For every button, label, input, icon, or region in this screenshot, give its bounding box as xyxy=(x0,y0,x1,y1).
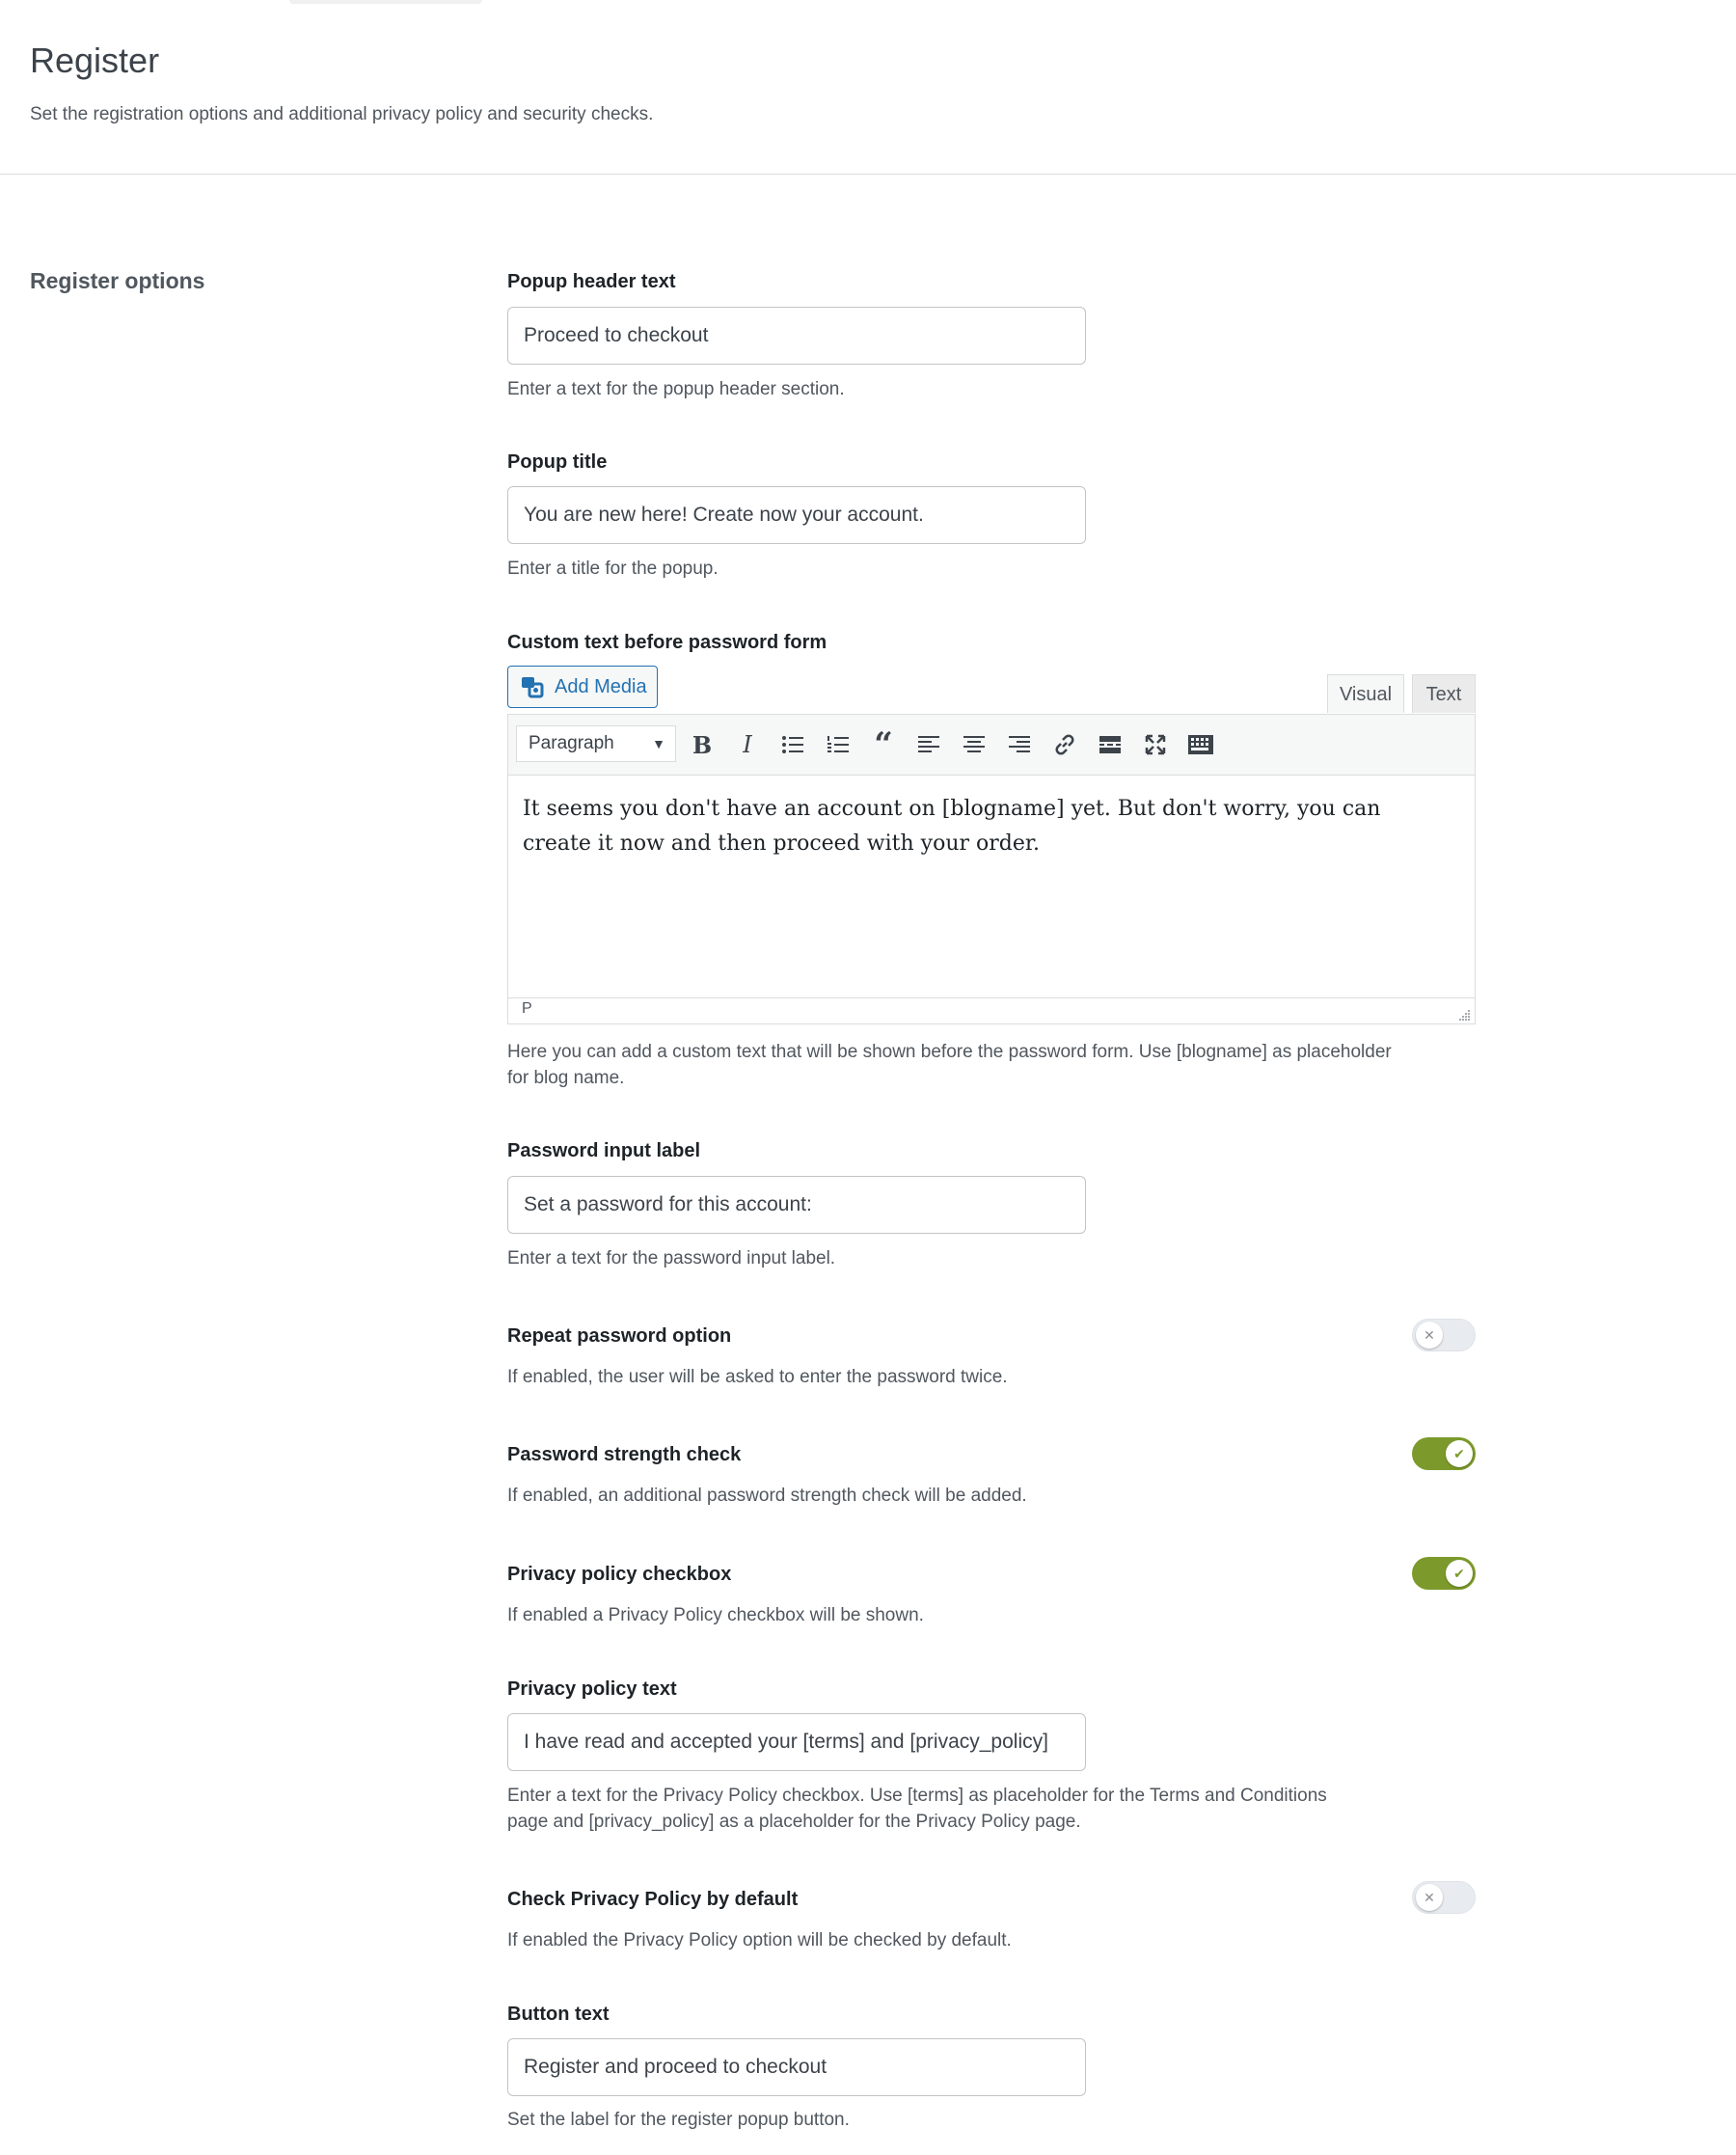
rich-text-editor xyxy=(507,714,1476,1024)
check-icon: ✔ xyxy=(1446,1560,1473,1587)
bold-icon[interactable]: B xyxy=(692,730,713,759)
format-select-value: Paragraph xyxy=(529,733,614,753)
link-icon[interactable] xyxy=(1048,728,1081,761)
check-icon: ✔ xyxy=(1446,1440,1473,1467)
privacy-text-input[interactable]: I have read and accepted your [terms] and [privacy_policy] xyxy=(507,1713,1086,1771)
button-text-input[interactable]: Register and proceed to checkout xyxy=(507,2038,1086,2096)
element-path: P xyxy=(522,1000,532,1017)
repeat-password-label: Repeat password option xyxy=(507,1325,732,1347)
password-label-description: Enter a text for the password input label. xyxy=(507,1248,836,1268)
privacy-checkbox-toggle[interactable] xyxy=(1412,1557,1476,1590)
popup-title-input[interactable]: You are new here! Create now your account. xyxy=(507,486,1086,544)
numbered-list-icon[interactable] xyxy=(822,728,854,761)
format-select[interactable] xyxy=(516,725,676,762)
strength-check-description: If enabled, an additional password strength check will be added. xyxy=(507,1486,1027,1506)
password-label-label: Password input label xyxy=(507,1140,701,1161)
tab-text[interactable]: Text xyxy=(1412,674,1476,713)
blockquote-icon[interactable]: “ xyxy=(874,725,893,764)
bullet-list-icon[interactable] xyxy=(776,728,809,761)
repeat-password-description: If enabled, the user will be asked to enter the password twice. xyxy=(507,1367,1008,1387)
fullscreen-icon[interactable] xyxy=(1139,728,1172,761)
editor-toolbar xyxy=(508,715,1475,776)
add-media-button[interactable] xyxy=(507,666,658,708)
add-media-label: Add Media xyxy=(555,675,647,697)
privacy-default-toggle[interactable] xyxy=(1412,1881,1476,1914)
toolbar-toggle-icon[interactable] xyxy=(1184,728,1217,761)
close-icon: ✕ xyxy=(1416,1884,1443,1911)
divider xyxy=(0,174,1736,175)
button-text-label: Button text xyxy=(507,2004,610,2025)
top-edge xyxy=(289,0,482,4)
editor-statusbar xyxy=(508,997,1475,1023)
read-more-icon[interactable] xyxy=(1094,728,1126,761)
privacy-text-description: Enter a text for the Privacy Policy checkbox. Use [terms] as placeholder for the Terms and Conditions page and [privacy_policy] as a placeholder for the Privacy Policy page. xyxy=(507,1786,1327,1832)
privacy-text-label: Privacy policy text xyxy=(507,1678,677,1700)
popup-title-label: Popup title xyxy=(507,451,608,473)
align-left-icon[interactable] xyxy=(912,728,945,761)
privacy-checkbox-label: Privacy policy checkbox xyxy=(507,1564,732,1585)
align-center-icon[interactable] xyxy=(958,728,990,761)
button-text-description: Set the label for the register popup button. xyxy=(507,2110,850,2130)
caret-down-icon: ▼ xyxy=(652,736,665,751)
popup-header-input[interactable]: Proceed to checkout xyxy=(507,307,1086,365)
custom-text-label: Custom text before password form xyxy=(507,632,827,653)
close-icon: ✕ xyxy=(1416,1322,1443,1349)
align-right-icon[interactable] xyxy=(1003,728,1036,761)
page-description: Set the registration options and additional privacy policy and security checks. xyxy=(30,104,654,124)
tab-visual[interactable]: Visual xyxy=(1327,674,1404,713)
password-label-input[interactable]: Set a password for this account: xyxy=(507,1176,1086,1234)
privacy-default-description: If enabled the Privacy Policy option will be checked by default. xyxy=(507,1930,1012,1950)
privacy-default-label: Check Privacy Policy by default xyxy=(507,1889,799,1910)
editor-content[interactable]: It seems you don't have an account on [blogname] yet. But don't worry, you can create it now and then proceed with your order. xyxy=(523,797,1381,856)
popup-title-description: Enter a title for the popup. xyxy=(507,559,719,579)
page-title: Register xyxy=(30,41,160,80)
custom-text-description: Here you can add a custom text that will be shown before the password form. Use [blogname] as placeholder for blog name. xyxy=(507,1042,1392,1088)
media-icon xyxy=(520,674,545,699)
popup-header-description: Enter a text for the popup header section. xyxy=(507,379,845,399)
resize-grip-icon[interactable] xyxy=(1457,1008,1471,1022)
section-title: Register options xyxy=(30,268,205,293)
strength-check-toggle[interactable] xyxy=(1412,1437,1476,1470)
popup-header-label: Popup header text xyxy=(507,271,676,292)
repeat-password-toggle[interactable] xyxy=(1412,1319,1476,1351)
italic-icon[interactable]: I xyxy=(743,731,752,758)
strength-check-label: Password strength check xyxy=(507,1444,742,1465)
privacy-checkbox-description: If enabled a Privacy Policy checkbox will be shown. xyxy=(507,1605,924,1625)
